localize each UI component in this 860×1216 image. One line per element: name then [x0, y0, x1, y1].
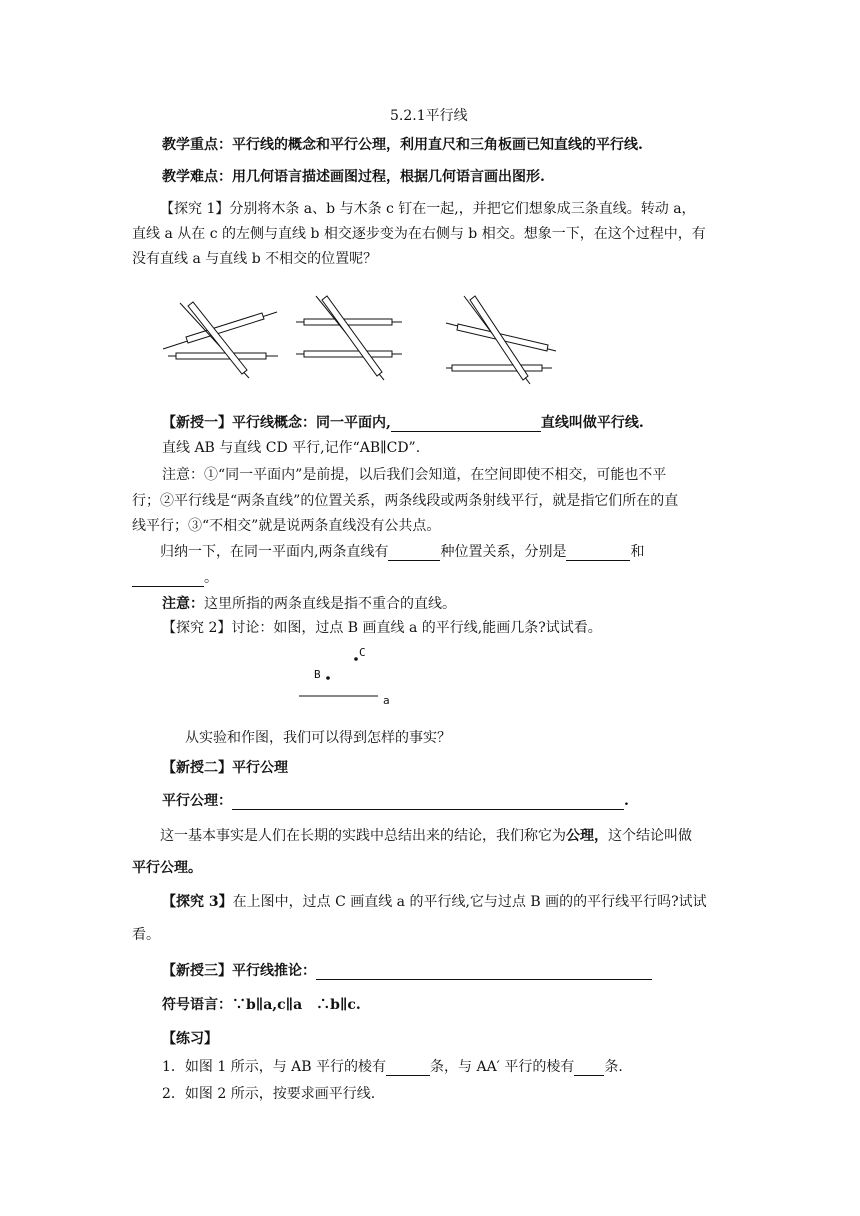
- new2-title: 平行公理: [232, 760, 288, 776]
- page-title: 5.2.1平行线: [390, 108, 468, 124]
- q1-b: 条，与 AA′ 平行的棱有: [430, 1059, 575, 1075]
- q1-blank-2[interactable]: [574, 1059, 604, 1076]
- summary-end: 。: [204, 570, 218, 586]
- key-point-label: 教学重点：: [162, 137, 232, 153]
- explore3-text: 在上图中，过点 C 画直线 a 的平行线,它与过点 B 画的的平行线平行吗?试试: [232, 894, 707, 910]
- explore3-text-2: 看。: [132, 927, 160, 943]
- new2-heading: [162, 757, 288, 777]
- new1-label: 【新授一】: [162, 415, 232, 431]
- note2-text: 这里所指的两条直线是指不重合的直线。: [204, 596, 456, 612]
- difficulty-label: 教学难点：: [162, 169, 232, 185]
- new2-para-a: 这一基本事实是人们在长期的实践中总结出来的结论，我们称它为: [160, 828, 566, 844]
- summary-c: 和: [630, 544, 645, 560]
- explore1-line-1: 【探究 1】分别将木条 a、b 与木条 c 钉在一起,，并把它们想象成三条直线。转动 a，: [160, 201, 696, 217]
- new3-label: 【新授三】: [162, 963, 232, 979]
- explore2-question: 从实验和作图，我们可以得到怎样的事实？: [185, 730, 451, 746]
- q1-blank-1[interactable]: [386, 1059, 430, 1076]
- new2-para: [160, 825, 692, 845]
- difficulty-text: 用几何语言描述画图过程，根据几何语言画出图形.: [232, 169, 545, 185]
- symbolic: [162, 994, 361, 1014]
- explore1-line-3: 没有直线 a 与直线 b 不相交的位置呢？: [132, 251, 378, 267]
- label-a: a: [383, 694, 390, 707]
- new2-para-bold: 公理，: [566, 828, 608, 844]
- summary-a: 归纳一下，在同一平面内,两条直线有: [160, 544, 389, 560]
- new1-prefix: 平行线概念：同一平面内,: [232, 415, 391, 431]
- summary-b: 种位置关系，分别是: [440, 544, 567, 560]
- axiom-blank[interactable]: [232, 793, 624, 810]
- new1-note-line-2: 行；②平行线是“两条直线”的位置关系，两条线段或两条射线平行，就是指它们所在的直: [132, 493, 679, 509]
- new1-note-line-1: 注意：①“同一平面内”是前提，以后我们会知道，在空间即使不相交，可能也不平: [162, 467, 667, 483]
- key-point-text: 平行线的概念和平行公理，利用直尺和三角板画已知直线的平行线.: [232, 137, 643, 153]
- new2-label: 【新授二】: [162, 760, 232, 776]
- symbolic-expr: ∵b∥a,c∥a ∴b∥c.: [232, 997, 361, 1013]
- new2-para-b: 这个结论叫做: [608, 828, 692, 844]
- new3-text: 平行线推论：: [232, 963, 316, 979]
- symbolic-label: 符号语言：: [162, 997, 232, 1013]
- new2-para-end: 平行公理。: [132, 860, 202, 876]
- label-c: C: [359, 646, 366, 659]
- explore2-text: 【探究 2】讨论：如图，过点 B 画直线 a 的平行线,能画几条?试试看。: [162, 620, 602, 636]
- explore3-label: 【探究 3】: [162, 894, 233, 910]
- axiom-end: .: [624, 793, 629, 809]
- practice-heading: 【练习】: [162, 1031, 218, 1047]
- explore3: [162, 891, 707, 911]
- new1-suffix: 直线叫做平行线.: [540, 415, 644, 431]
- explore1-line-2: 直线 a 从在 c 的左侧与直线 b 相交逐步变为在右侧与 b 相交。想象一下，在这个过程中，有: [132, 226, 706, 242]
- new2-axiom: [162, 790, 629, 810]
- point-b: [326, 676, 330, 680]
- practice-q1: [162, 1056, 623, 1076]
- label-b: B: [314, 668, 321, 681]
- new1-note-line-3: 线平行；③“不相交”就是说两条直线没有公共点。: [132, 518, 441, 534]
- note2-label: 注意：: [162, 596, 204, 612]
- q1-c: 条.: [604, 1059, 623, 1075]
- point-c: [354, 657, 358, 661]
- q1-a: 1．如图 1 所示，与 AB 平行的棱有: [162, 1059, 387, 1075]
- new1-notation: 直线 AB 与直线 CD 平行,记作“AB∥CD”.: [162, 440, 421, 456]
- practice-q2: 2．如图 2 所示，按要求画平行线.: [162, 1086, 376, 1102]
- new3: [162, 960, 652, 980]
- new3-blank[interactable]: [316, 963, 652, 980]
- axiom-label: 平行公理：: [162, 793, 232, 809]
